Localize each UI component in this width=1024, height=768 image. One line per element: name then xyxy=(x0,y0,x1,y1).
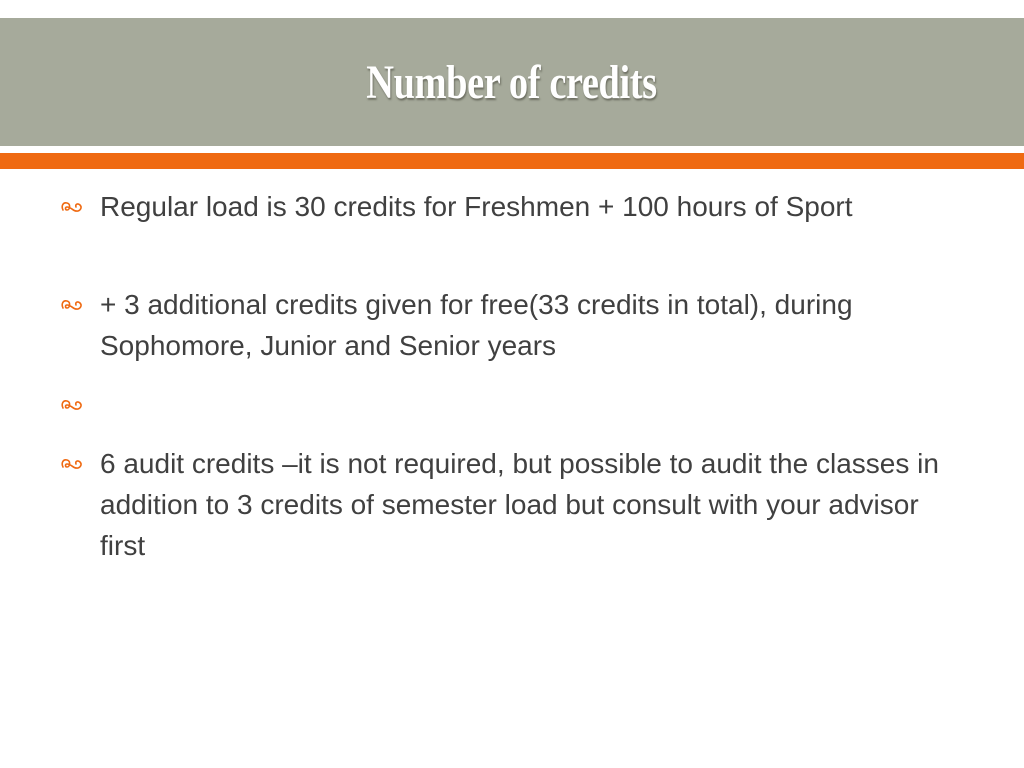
fleuron-bullet-icon xyxy=(60,443,100,484)
bullet-item xyxy=(60,443,970,566)
bullet-text: 6 audit credits –it is not required, but possible to audit the classes in addition to 3 credits of semester load but consult with your advisor first xyxy=(100,448,939,561)
bullet-text: + 3 additional credits given for free(33 credits in total), during Sophomore, Junior and Senior years xyxy=(100,289,853,361)
accent-rule xyxy=(0,153,1024,169)
title-band xyxy=(0,18,1024,146)
fleuron-bullet-icon xyxy=(60,186,100,227)
fleuron-bullet-icon xyxy=(60,284,100,325)
slide-title: Number of credits xyxy=(366,55,658,109)
bullet-item xyxy=(60,284,970,366)
bullet-list xyxy=(60,186,970,566)
fleuron-bullet-icon xyxy=(60,384,100,425)
bullet-item xyxy=(60,186,970,227)
bullet-text: Regular load is 30 credits for Freshmen + 100 hours of Sport xyxy=(100,191,853,222)
bullet-item xyxy=(60,384,970,425)
